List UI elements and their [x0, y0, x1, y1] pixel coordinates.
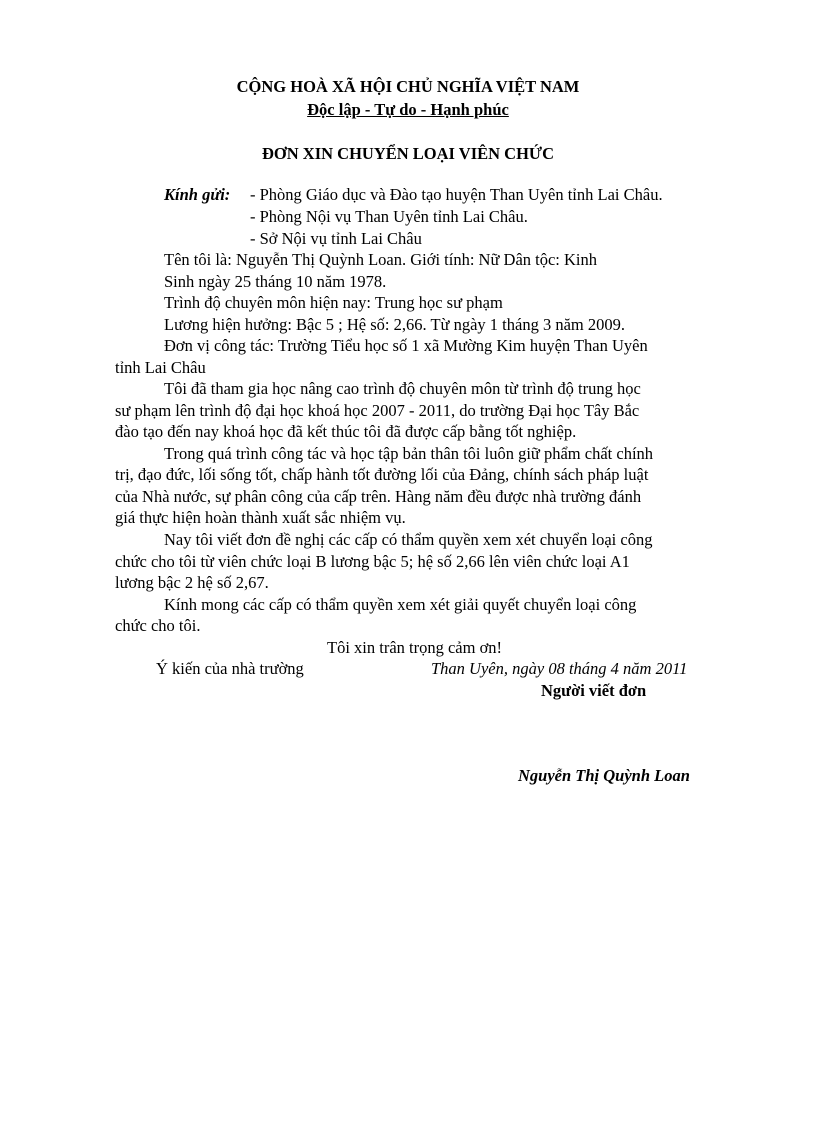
document-title: ĐƠN XIN CHUYỂN LOẠI VIÊN CHỨC	[262, 144, 554, 163]
workplace-line-continued: tỉnh Lai Châu	[115, 358, 206, 377]
paragraph-line: chức cho tôi.	[115, 616, 201, 635]
education-line: Trình độ chuyên môn hiện nay: Trung học sư phạm	[164, 293, 503, 312]
national-title: CỘNG HOÀ XÃ HỘI CHỦ NGHĨA VIỆT NAM	[236, 77, 580, 96]
recipient-item: - Phòng Nội vụ Than Uyên tỉnh Lai Châu.	[250, 207, 528, 226]
thanks-line: Tôi xin trân trọng cảm ơn!	[327, 638, 503, 657]
signer-name: Nguyễn Thị Quỳnh Loan	[518, 766, 690, 785]
paragraph-line: Nay tôi viết đơn đề nghị các cấp có thẩm quyền xem xét chuyển loại công	[164, 530, 653, 549]
paragraph-line: của Nhà nước, sự phân công của cấp trên. Hàng năm đều được nhà trường đánh	[115, 487, 642, 506]
signer-title: Người viết đơn	[541, 681, 647, 700]
paragraph-line: Tôi đã tham gia học nâng cao trình độ chuyên môn từ trình độ trung học	[164, 379, 641, 398]
paragraph-line: Kính mong các cấp có thẩm quyền xem xét giải quyết chuyển loại công	[164, 595, 637, 614]
paragraph-line: giá thực hiện hoàn thành xuất sắc nhiệm vụ.	[115, 508, 406, 527]
birth-line: Sinh ngày 25 tháng 10 năm 1978.	[164, 272, 387, 291]
paragraph-line: chức cho tôi từ viên chức loại B lương bậc 5; hệ số 2,66 lên viên chức loại A1	[115, 552, 630, 571]
workplace-line: Đơn vị công tác: Trường Tiểu học số 1 xã Mường Kim huyện Than Uyên	[164, 336, 648, 355]
salary-line: Lương hiện hưởng: Bậc 5 ; Hệ số: 2,66. Từ ngày 1 tháng 3 năm 2009.	[164, 315, 626, 334]
paragraph-line: sư phạm lên trình độ đại học khoá học 2007 - 2011, do trường Đại học Tây Bắc	[115, 401, 640, 420]
place-date: Than Uyên, ngày 08 tháng 4 năm 2011	[431, 659, 688, 678]
paragraph-line: đào tạo đến nay khoá học đã kết thúc tôi đã được cấp bằng tốt nghiệp.	[115, 422, 577, 441]
school-opinion-label: Ý kiến của nhà trường	[156, 659, 304, 678]
paragraph-line: Trong quá trình công tác và học tập bản thân tôi luôn giữ phẩm chất chính	[164, 444, 654, 463]
paragraph-line: lương bậc 2 hệ số 2,67.	[115, 573, 269, 592]
recipient-item: - Sở Nội vụ tỉnh Lai Châu	[250, 229, 422, 248]
name-line: Tên tôi là: Nguyễn Thị Quỳnh Loan. Giới tính: Nữ Dân tộc: Kinh	[164, 250, 598, 269]
recipient-item: - Phòng Giáo dục và Đào tạo huyện Than Uyên tỉnh Lai Châu.	[250, 185, 663, 204]
recipient-label: Kính gửi:	[164, 185, 231, 204]
paragraph-line: trị, đạo đức, lối sống tốt, chấp hành tốt đường lối của Đảng, chính sách pháp luật	[115, 465, 649, 484]
national-motto: Độc lập - Tự do - Hạnh phúc	[307, 100, 509, 119]
